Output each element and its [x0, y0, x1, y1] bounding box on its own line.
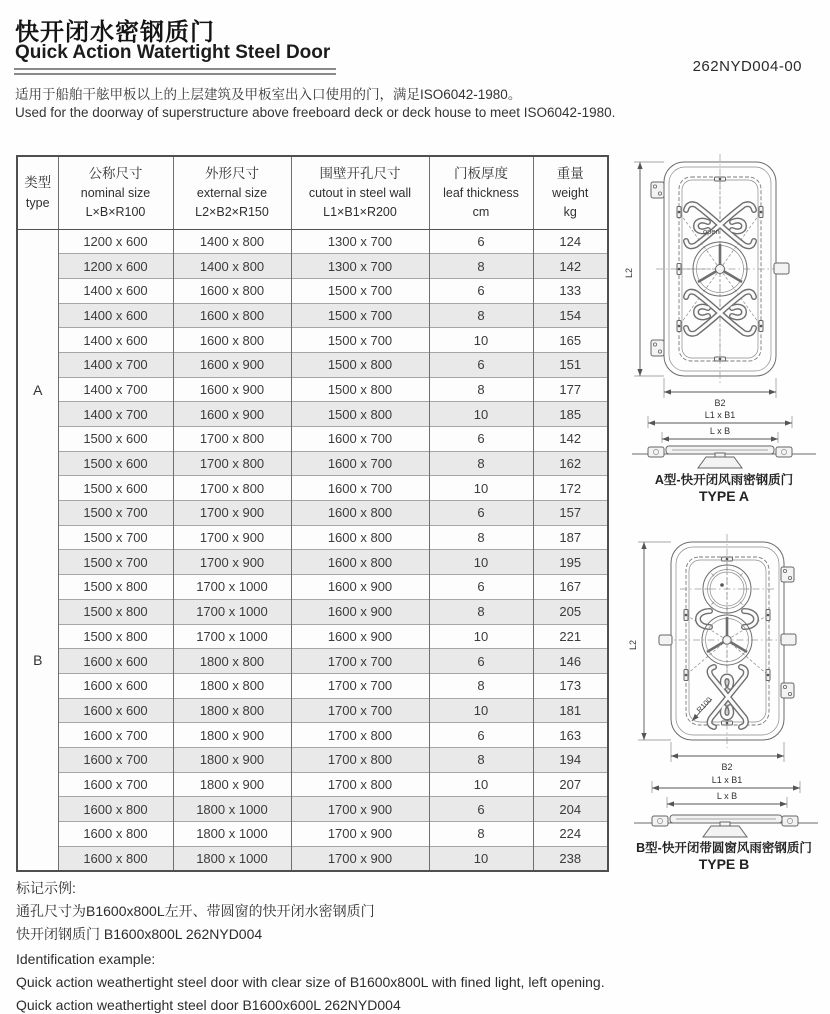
- cell-nominal-size: 1400 x 600: [58, 278, 173, 303]
- table-row: [17, 476, 608, 501]
- inner-handle: [659, 635, 672, 645]
- cell-leaf-thickness: 8: [429, 673, 533, 698]
- table-row: [17, 229, 608, 254]
- table-row: [17, 673, 608, 698]
- cell-external-size: 1700 x 800: [173, 476, 291, 501]
- mark-line2-en: Quick action weathertight steel door B1600x600L 262NYD004: [16, 997, 401, 1013]
- cell-external-size: 1400 x 800: [173, 254, 291, 279]
- cell-weight: 173: [533, 673, 608, 698]
- cell-external-size: 1700 x 800: [173, 427, 291, 452]
- dimension-b2-label: B2: [714, 398, 726, 408]
- cell-cutout: 1600 x 800: [291, 501, 429, 526]
- table-row: [17, 698, 608, 723]
- cell-external-size: 1800 x 800: [173, 649, 291, 674]
- cell-weight: 142: [533, 427, 608, 452]
- cell-external-size: 1800 x 900: [173, 772, 291, 797]
- cell-leaf-thickness: 10: [429, 476, 533, 501]
- linkage-lower: [710, 667, 746, 727]
- cell-nominal-size: 1500 x 700: [58, 525, 173, 550]
- mark-line1-zh: 通孔尺寸为B1600x800L左开、带圆窗的快开闭水密钢质门: [16, 903, 375, 919]
- cell-external-size: 1400 x 800: [173, 229, 291, 254]
- cell-external-size: 1800 x 800: [173, 673, 291, 698]
- col-header-nominal-size: 公称尺寸 nominal size L×B×R100: [58, 156, 173, 229]
- table-row: [17, 278, 608, 303]
- type-b-door-drawing: [618, 515, 830, 840]
- cell-leaf-thickness: 8: [429, 451, 533, 476]
- cell-nominal-size: 1400 x 700: [58, 352, 173, 377]
- cell-cutout: 1600 x 800: [291, 525, 429, 550]
- table-row: [17, 402, 608, 427]
- col-header-type: 类型 type: [17, 156, 58, 229]
- cell-leaf-thickness: 10: [429, 624, 533, 649]
- cell-nominal-size: 1600 x 800: [58, 846, 173, 871]
- cell-weight: 154: [533, 303, 608, 328]
- latch-handle: [781, 634, 796, 645]
- cell-external-size: 1700 x 1000: [173, 624, 291, 649]
- table-row: [17, 575, 608, 600]
- mark-title-zh: 标记示例:: [16, 880, 76, 896]
- table-row: [17, 649, 608, 674]
- type-a-door-drawing: [618, 150, 830, 472]
- type-label-a: A: [33, 381, 43, 398]
- cell-weight: 238: [533, 846, 608, 871]
- cell-cutout: 1300 x 700: [291, 229, 429, 254]
- cell-weight: 221: [533, 624, 608, 649]
- cell-cutout: 1700 x 700: [291, 673, 429, 698]
- table-row: [17, 254, 608, 279]
- cell-leaf-thickness: 6: [429, 427, 533, 452]
- cell-nominal-size: 1400 x 600: [58, 328, 173, 353]
- table-row: [17, 846, 608, 871]
- col-header-weight: 重量 weight kg: [533, 156, 608, 229]
- cell-weight: 124: [533, 229, 608, 254]
- table-row: [17, 501, 608, 526]
- dimension-lb-label: L x B: [716, 791, 738, 801]
- table-row: [17, 525, 608, 550]
- col-header-cutout: 围壁开孔尺寸 cutout in steel wall L1×B1×R200: [291, 156, 429, 229]
- table-row: [17, 377, 608, 402]
- cell-weight: 207: [533, 772, 608, 797]
- dimension-lb-label: L x B: [709, 426, 731, 436]
- cell-external-size: 1800 x 1000: [173, 822, 291, 847]
- table-row: [17, 624, 608, 649]
- cell-nominal-size: 1600 x 800: [58, 797, 173, 822]
- cell-leaf-thickness: 10: [429, 402, 533, 427]
- cell-nominal-size: 1500 x 600: [58, 476, 173, 501]
- cell-nominal-size: 1200 x 600: [58, 229, 173, 254]
- cell-nominal-size: 1400 x 700: [58, 402, 173, 427]
- cell-cutout: 1500 x 800: [291, 402, 429, 427]
- description-en: Used for the doorway of superstructure above freeboard deck or deck house to meet ISO6042-1980.: [15, 105, 616, 120]
- identification-example: [16, 877, 605, 1014]
- cell-leaf-thickness: 6: [429, 723, 533, 748]
- latch-handle: [774, 263, 789, 274]
- cell-weight: 165: [533, 328, 608, 353]
- table-row: [17, 328, 608, 353]
- cell-leaf-thickness: 6: [429, 649, 533, 674]
- cell-nominal-size: 1600 x 700: [58, 772, 173, 797]
- type-column-cell: [17, 229, 58, 871]
- cell-external-size: 1800 x 900: [173, 723, 291, 748]
- section-view: [632, 446, 816, 468]
- cell-leaf-thickness: 8: [429, 822, 533, 847]
- cell-nominal-size: 1500 x 600: [58, 451, 173, 476]
- cell-leaf-thickness: 8: [429, 525, 533, 550]
- cell-nominal-size: 1600 x 600: [58, 649, 173, 674]
- cell-external-size: 1800 x 800: [173, 698, 291, 723]
- table-row: [17, 747, 608, 772]
- table-row: [17, 427, 608, 452]
- cell-cutout: 1600 x 700: [291, 451, 429, 476]
- cell-nominal-size: 1500 x 700: [58, 550, 173, 575]
- cell-weight: 142: [533, 254, 608, 279]
- cell-leaf-thickness: 6: [429, 575, 533, 600]
- cell-cutout: 1700 x 800: [291, 747, 429, 772]
- col-header-external-size: 外形尺寸 external size L2×B2×R150: [173, 156, 291, 229]
- cell-weight: 181: [533, 698, 608, 723]
- cell-nominal-size: 1600 x 600: [58, 698, 173, 723]
- cell-leaf-thickness: 10: [429, 772, 533, 797]
- type-b-caption-en: TYPE B: [698, 856, 750, 872]
- title-underline: [14, 68, 336, 75]
- table-row: [17, 599, 608, 624]
- table-row: [17, 797, 608, 822]
- dimension-l1b1-label: L1 x B1: [711, 775, 743, 785]
- cell-leaf-thickness: 10: [429, 328, 533, 353]
- cell-nominal-size: 1500 x 800: [58, 599, 173, 624]
- radius-label: R100: [694, 695, 714, 715]
- cell-cutout: 1500 x 800: [291, 352, 429, 377]
- cell-nominal-size: 1500 x 800: [58, 575, 173, 600]
- page-title-zh: 快开闭水密钢质门: [15, 19, 215, 46]
- cell-leaf-thickness: 10: [429, 698, 533, 723]
- cell-weight: 204: [533, 797, 608, 822]
- type-b-caption-zh: B型-快开闭带圆窗风雨密钢质门: [636, 841, 812, 855]
- cell-cutout: 1600 x 800: [291, 550, 429, 575]
- cell-leaf-thickness: 8: [429, 377, 533, 402]
- cell-weight: 224: [533, 822, 608, 847]
- cell-external-size: 1600 x 800: [173, 278, 291, 303]
- table-row: [17, 772, 608, 797]
- cell-leaf-thickness: 6: [429, 501, 533, 526]
- cell-external-size: 1600 x 800: [173, 303, 291, 328]
- cell-nominal-size: 1500 x 800: [58, 624, 173, 649]
- cell-nominal-size: 1400 x 700: [58, 377, 173, 402]
- cell-weight: 162: [533, 451, 608, 476]
- cell-external-size: 1700 x 900: [173, 501, 291, 526]
- cell-weight: 195: [533, 550, 608, 575]
- cell-weight: 185: [533, 402, 608, 427]
- mark-line2-zh: 快开闭钢质门 B1600x800L 262NYD004: [16, 926, 263, 942]
- cell-weight: 177: [533, 377, 608, 402]
- cell-external-size: 1800 x 1000: [173, 797, 291, 822]
- cell-cutout: 1700 x 800: [291, 772, 429, 797]
- dimension-b2-label: B2: [721, 762, 733, 772]
- doc-number: 262NYD004-00: [692, 58, 802, 75]
- cell-weight: 146: [533, 649, 608, 674]
- description-zh: 适用于船舶干舷甲板以上的上层建筑及甲板室出入口使用的门，满足ISO6042-1980。: [15, 87, 522, 102]
- cell-external-size: 1600 x 900: [173, 402, 291, 427]
- cell-leaf-thickness: 6: [429, 797, 533, 822]
- cell-nominal-size: 1200 x 600: [58, 254, 173, 279]
- table-row: [17, 822, 608, 847]
- cell-external-size: 1800 x 1000: [173, 846, 291, 871]
- cell-weight: 157: [533, 501, 608, 526]
- table-row: [17, 723, 608, 748]
- cell-cutout: 1500 x 800: [291, 377, 429, 402]
- cell-weight: 205: [533, 599, 608, 624]
- cell-leaf-thickness: 6: [429, 229, 533, 254]
- cell-weight: 151: [533, 352, 608, 377]
- col-header-leaf-thickness: 门板厚度 leaf thickness cm: [429, 156, 533, 229]
- cell-weight: 167: [533, 575, 608, 600]
- section-view: [634, 815, 818, 837]
- cell-leaf-thickness: 8: [429, 599, 533, 624]
- type-a-caption-zh: A型-快开闭风雨密钢质门: [654, 473, 794, 487]
- dimension-l2-label: L2: [624, 267, 634, 279]
- cell-external-size: 1700 x 800: [173, 451, 291, 476]
- cell-cutout: 1600 x 900: [291, 624, 429, 649]
- cell-external-size: 1700 x 1000: [173, 575, 291, 600]
- table-row: [17, 451, 608, 476]
- cell-leaf-thickness: 10: [429, 846, 533, 871]
- cell-cutout: 1700 x 800: [291, 723, 429, 748]
- cell-leaf-thickness: 10: [429, 550, 533, 575]
- open-label: open: [703, 227, 720, 236]
- cell-cutout: 1600 x 900: [291, 599, 429, 624]
- dimension-l2-label: L2: [628, 639, 638, 651]
- cell-leaf-thickness: 6: [429, 352, 533, 377]
- type-a-diagram: [618, 150, 830, 505]
- cell-weight: 163: [533, 723, 608, 748]
- table-header-row: [17, 156, 608, 229]
- cell-weight: 194: [533, 747, 608, 772]
- cell-external-size: 1600 x 900: [173, 352, 291, 377]
- cell-nominal-size: 1600 x 700: [58, 723, 173, 748]
- table-row: [17, 352, 608, 377]
- cell-cutout: 1700 x 900: [291, 822, 429, 847]
- linkage-upper: [686, 204, 754, 246]
- mark-title-en: Identification example:: [16, 951, 156, 967]
- cell-weight: 172: [533, 476, 608, 501]
- cell-leaf-thickness: 6: [429, 278, 533, 303]
- cell-cutout: 1700 x 700: [291, 649, 429, 674]
- cell-cutout: 1300 x 700: [291, 254, 429, 279]
- cell-cutout: 1600 x 700: [291, 476, 429, 501]
- type-a-caption-en: TYPE A: [698, 488, 750, 504]
- table-row: [17, 550, 608, 575]
- cell-cutout: 1700 x 900: [291, 797, 429, 822]
- cell-external-size: 1700 x 1000: [173, 599, 291, 624]
- dimension-l1b1-label: L1 x B1: [704, 410, 736, 420]
- cell-external-size: 1700 x 900: [173, 550, 291, 575]
- cell-external-size: 1700 x 900: [173, 525, 291, 550]
- cell-leaf-thickness: 8: [429, 254, 533, 279]
- cell-leaf-thickness: 8: [429, 747, 533, 772]
- cell-cutout: 1700 x 900: [291, 846, 429, 871]
- type-b-diagram: [618, 515, 830, 873]
- cell-nominal-size: 1400 x 600: [58, 303, 173, 328]
- cell-nominal-size: 1500 x 600: [58, 427, 173, 452]
- cell-external-size: 1600 x 800: [173, 328, 291, 353]
- cell-cutout: 1600 x 900: [291, 575, 429, 600]
- cell-cutout: 1600 x 700: [291, 427, 429, 452]
- mark-line1-en: Quick action weathertight steel door with clear size of B1600x800L with fined light, left opening.: [16, 974, 605, 990]
- dimension-table: [16, 155, 609, 872]
- cell-leaf-thickness: 8: [429, 303, 533, 328]
- linkage-lower: [686, 292, 754, 334]
- cell-external-size: 1800 x 900: [173, 747, 291, 772]
- cell-nominal-size: 1600 x 600: [58, 673, 173, 698]
- cell-nominal-size: 1600 x 700: [58, 747, 173, 772]
- cell-nominal-size: 1600 x 800: [58, 822, 173, 847]
- cell-cutout: 1500 x 700: [291, 278, 429, 303]
- table-row: [17, 303, 608, 328]
- page-title-en: Quick Action Watertight Steel Door: [15, 42, 331, 63]
- cell-cutout: 1500 x 700: [291, 303, 429, 328]
- cell-external-size: 1600 x 900: [173, 377, 291, 402]
- cell-weight: 133: [533, 278, 608, 303]
- cell-cutout: 1500 x 700: [291, 328, 429, 353]
- cell-cutout: 1700 x 700: [291, 698, 429, 723]
- cell-nominal-size: 1500 x 700: [58, 501, 173, 526]
- cell-weight: 187: [533, 525, 608, 550]
- type-label-b: B: [33, 651, 43, 668]
